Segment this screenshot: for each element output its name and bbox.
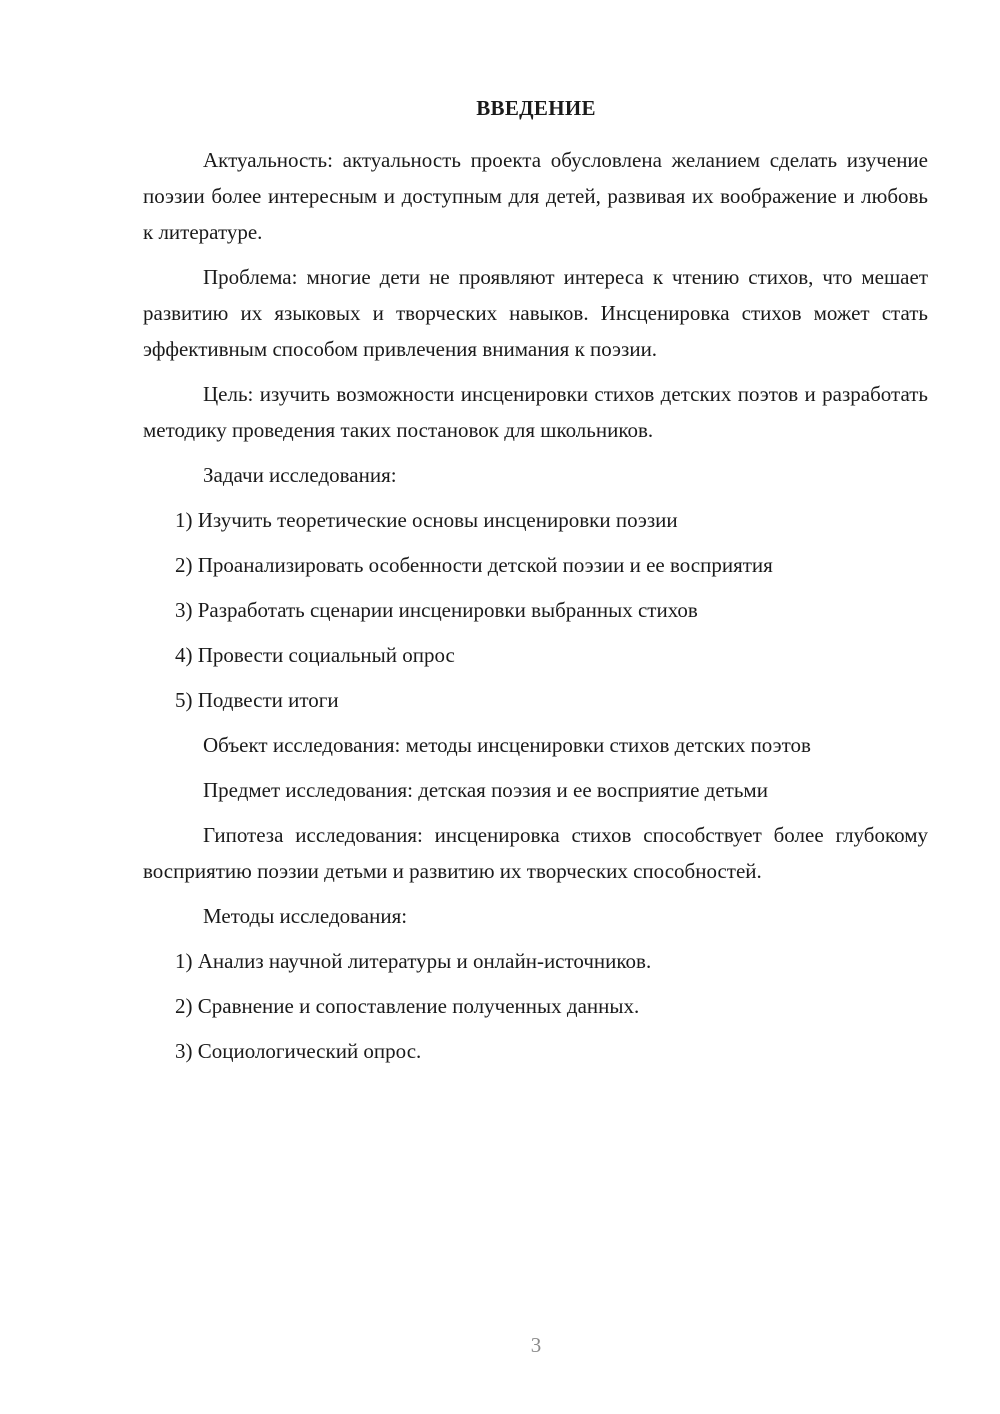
problem-paragraph: Проблема: многие дети не проявляют интереса к чтению стихов, что мешает развитию их языковых и творческих навыков. Инсценировка стихов может стать эффективным способом привлечения внимания к поэзии. <box>143 265 928 361</box>
task-item: 5) Подвести итоги <box>175 688 339 712</box>
task-item: 4) Провести социальный опрос <box>175 643 455 667</box>
methods-title: Методы исследования: <box>203 904 408 928</box>
document-body <box>143 142 928 1078</box>
task-item: 1) Изучить теоретические основы инсценировки поэзии <box>175 508 678 532</box>
hypothesis-paragraph: Гипотеза исследования: инсценировка стихов способствует более глубокому восприятию поэзии детьми и развитию их творческих способностей. <box>143 823 928 883</box>
page-heading: ВВЕДЕНИЕ <box>476 96 596 120</box>
goal-paragraph: Цель: изучить возможности инсценировки стихов детских поэтов и разработать методику проведения таких постановок для школьников. <box>143 382 928 442</box>
method-item: 3) Социологический опрос. <box>175 1039 422 1063</box>
subject-paragraph: Предмет исследования: детская поэзия и ее восприятие детьми <box>203 778 768 802</box>
relevance-paragraph: Актуальность: актуальность проекта обусловлена желанием сделать изучение поэзии более интересным и доступным для детей, развивая их воображение и любовь к литературе. <box>143 148 928 244</box>
method-item: 1) Анализ научной литературы и онлайн-источников. <box>175 949 652 973</box>
page-number: 3 <box>530 1333 542 1357</box>
object-paragraph: Объект исследования: методы инсценировки стихов детских поэтов <box>203 733 811 757</box>
method-item: 2) Сравнение и сопоставление полученных данных. <box>175 994 640 1018</box>
task-item: 2) Проанализировать особенности детской поэзии и ее восприятия <box>175 553 773 577</box>
tasks-title: Задачи исследования: <box>203 463 397 487</box>
task-item: 3) Разработать сценарии инсценировки выбранных стихов <box>175 598 698 622</box>
